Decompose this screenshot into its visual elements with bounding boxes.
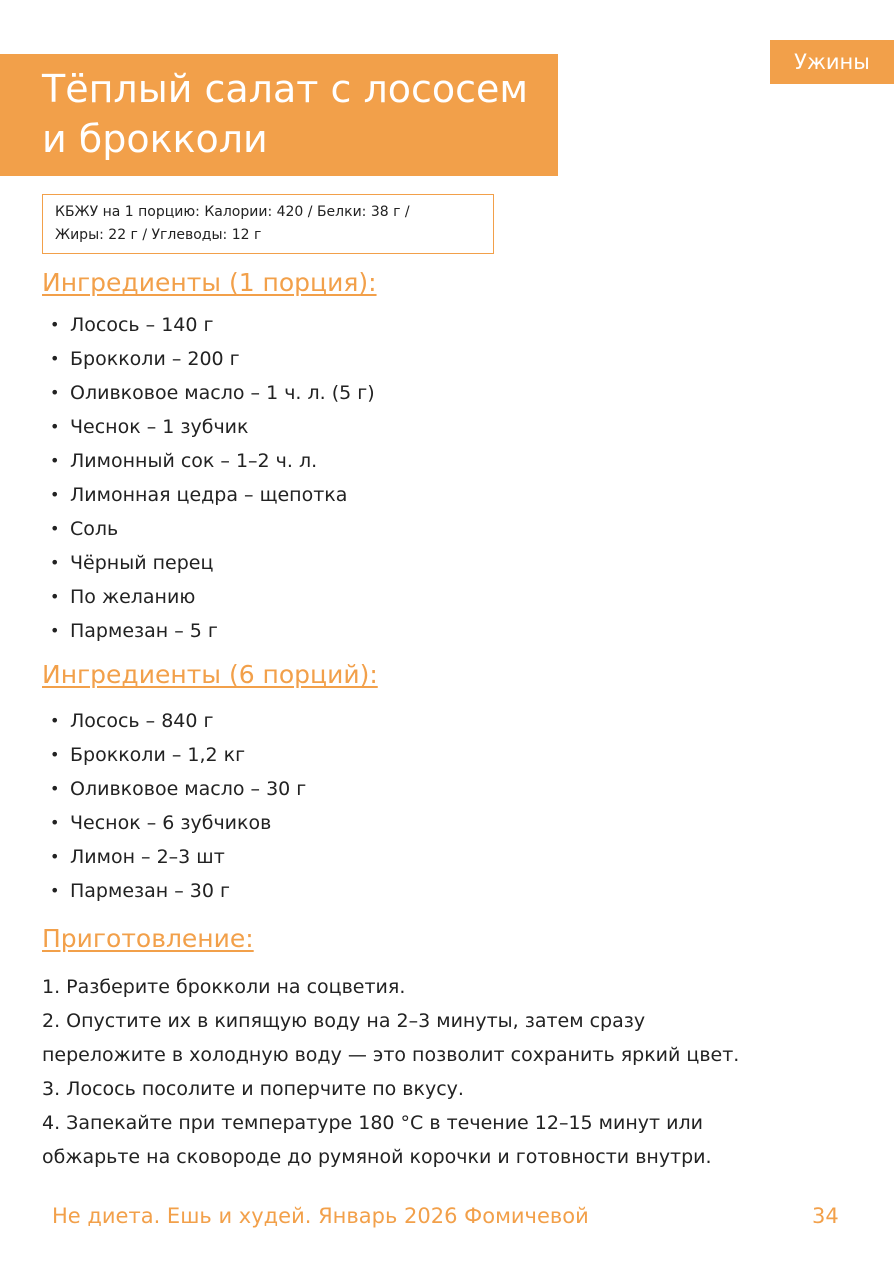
list-item: • Брокколи – 200 г (50, 342, 375, 376)
list-item: • Соль (50, 512, 375, 546)
bullet-icon: • (50, 417, 60, 436)
list-item: • Лимонный сок – 1–2 ч. л. (50, 444, 375, 478)
list-item: • Лимонная цедра – щепотка (50, 478, 375, 512)
bullet-icon: • (50, 711, 60, 730)
step-line: 3. Лосось посолите и поперчите по вкусу. (42, 1078, 464, 1100)
bullet-icon: • (50, 847, 60, 866)
list-item: • Лосось – 140 г (50, 308, 375, 342)
list-item: • Чёрный перец (50, 546, 375, 580)
step-line: 2. Опустите их в кипящую воду на 2–3 минуты, затем сразу (42, 1010, 646, 1032)
bullet-icon: • (50, 587, 60, 606)
ingredients-single-heading: Ингредиенты (1 порция): (42, 268, 377, 297)
bullet-icon: • (50, 315, 60, 334)
nutrition-line: Жиры: 22 г / Углеводы: 12 г (55, 227, 262, 243)
footer-text: Не диета. Ешь и худей. Январь 2026 Фомичевой (52, 1204, 589, 1228)
list-item: • Пармезан – 5 г (50, 614, 375, 648)
bullet-icon: • (50, 621, 60, 640)
nutrition-info-box (42, 194, 494, 254)
bullet-icon: • (50, 383, 60, 402)
nutrition-line: КБЖУ на 1 порцию: Калории: 420 / Белки: 38 г / (55, 204, 410, 220)
bullet-icon: • (50, 881, 60, 900)
bullet-icon: • (50, 451, 60, 470)
preparation-steps (42, 970, 872, 1174)
bullet-icon: • (50, 779, 60, 798)
bullet-icon: • (50, 553, 60, 572)
ingredients-single-list (50, 308, 375, 648)
page-number: 34 (812, 1204, 839, 1228)
list-item: • Оливковое масло – 1 ч. л. (5 г) (50, 376, 375, 410)
list-item: • Лосось – 840 г (50, 704, 306, 738)
list-item: • Лимон – 2–3 шт (50, 840, 306, 874)
preparation-heading: Приготовление: (42, 924, 254, 953)
title-line: Тёплый салат с лососем (42, 67, 529, 111)
bullet-icon: • (50, 813, 60, 832)
list-item: • Чеснок – 6 зубчиков (50, 806, 306, 840)
step-line: обжарьте на сковороде до румяной корочки и готовности внутри. (42, 1146, 712, 1168)
title-banner (0, 54, 558, 176)
category-tag: Ужины (770, 40, 894, 84)
list-item: • Брокколи – 1,2 кг (50, 738, 306, 772)
recipe-title (42, 64, 558, 164)
step-line: переложите в холодную воду — это позволит сохранить яркий цвет. (42, 1044, 740, 1066)
list-item: • Пармезан – 30 г (50, 874, 306, 908)
list-item: • По желанию (50, 580, 375, 614)
list-item: • Чеснок – 1 зубчик (50, 410, 375, 444)
title-line: и брокколи (42, 117, 268, 161)
step-line: 4. Запекайте при температуре 180 °C в течение 12–15 минут или (42, 1112, 703, 1134)
list-item: • Оливковое масло – 30 г (50, 772, 306, 806)
ingredients-six-list (50, 704, 306, 908)
bullet-icon: • (50, 349, 60, 368)
ingredients-six-heading: Ингредиенты (6 порций): (42, 660, 378, 689)
step-line: 1. Разберите брокколи на соцветия. (42, 976, 406, 998)
bullet-icon: • (50, 485, 60, 504)
bullet-icon: • (50, 745, 60, 764)
bullet-icon: • (50, 519, 60, 538)
